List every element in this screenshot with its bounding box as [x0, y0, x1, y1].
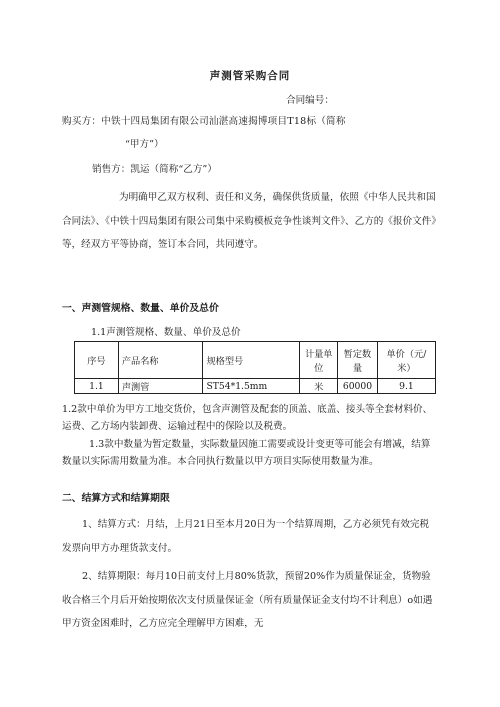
- cell-qty: 60000: [338, 379, 378, 394]
- document-title: 声测管采购合同: [209, 70, 291, 82]
- cell-spec: ST54*1.5mm: [203, 379, 300, 394]
- cell-unit: 米: [300, 379, 338, 394]
- intro-paragraph: 为明确甲乙双方权利、责任和义务，确保供货质量，依照《中华人民共和国合同法》、《中铁十四局集团有限公司集中采购模板竞争性谈判文件》、乙方的《报价文件》等，经双方平等协商，签订本合同，共同遵守。: [62, 192, 437, 250]
- seller-line: 销售方：凯运（简称“乙方”）: [92, 164, 217, 175]
- table-row: [75, 379, 436, 394]
- header-price: 单价（元/米）: [377, 342, 435, 379]
- settlement-period: 2、结算期限：每月10日前支付上月80%货款，预留20%作为质量保证金，货物验收合格三个月后开始按期依次支付质量保证金（所有质量保证金支付均不计利息）o如遇甲方资金困难时，乙方应完全理解甲方困难，无: [62, 571, 433, 629]
- header-qty: 暂定数量: [338, 342, 378, 379]
- settlement-method: 1、结算方式：月结，上月21日至本月20日为一个结算周期，乙方必须凭有效完税发票向甲方办理货款支付。: [62, 519, 430, 554]
- spec-table: [74, 341, 436, 394]
- note-1-3: 1.3款中数量为暂定数量，实际数量因施工需要或设计变更等可能会有增减，结算数量以实际需用数量为准。本合同执行数量以甲方项目实际使用数量为准。: [62, 439, 431, 467]
- header-unit: 计量单位: [300, 342, 338, 379]
- buyer-short-name: “甲方”）: [125, 139, 164, 150]
- buyer-line: 购买方：中铁十四局集团有限公司汕湛高速揭博项目T18标（简称: [62, 116, 346, 127]
- note-1-2: 1.2款中单价为甲方工地交货价，包含声测管及配套的顶盖、底盖、接头等全套材料价、运费、乙方场内装卸费、运输过程中的保险以及税费。: [62, 404, 433, 432]
- cell-no: 1.1: [75, 379, 119, 394]
- section-2-heading: 二、结算方式和结算期限: [62, 493, 170, 504]
- section-1-heading: 一、声测管规格、数量、单价及总价: [62, 303, 219, 314]
- cell-name: 声测管: [118, 379, 203, 394]
- contract-number-label: 合同编号：: [286, 95, 334, 106]
- cell-price: 9.1: [377, 379, 435, 394]
- header-no: 序号: [75, 342, 119, 379]
- header-spec: 规格型号: [203, 342, 300, 379]
- header-name: 产品名称: [118, 342, 203, 379]
- table-header-row: [75, 342, 436, 379]
- section-1-1-subheading: 1.1声测管规格、数量、单价及总价: [91, 327, 241, 338]
